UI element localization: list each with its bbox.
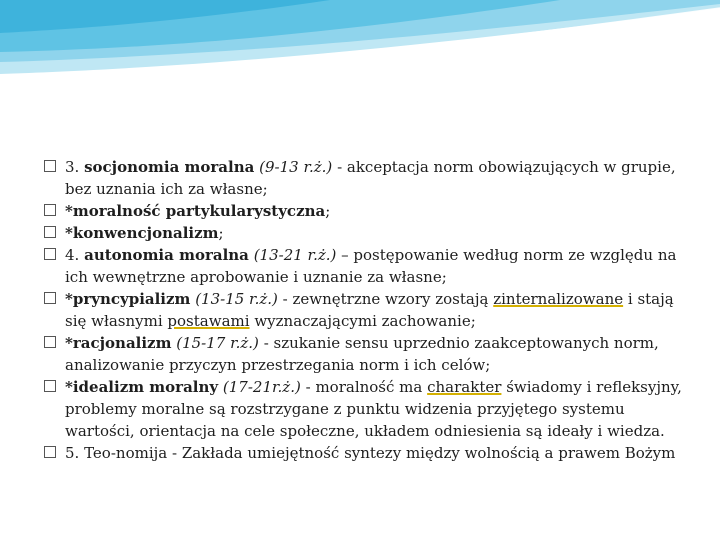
link-zinternalizowane[interactable]: zinternalizowane <box>493 290 624 308</box>
list-item <box>44 332 688 376</box>
list-item <box>44 442 688 464</box>
decorative-header-waves <box>0 0 720 90</box>
description: - zewnętrzne wzory zostają <box>282 290 489 308</box>
term: socjonomia moralna <box>84 158 255 176</box>
item-number: 3. <box>65 158 80 176</box>
description: Teo-nomija - Zakłada umiejętność syntezy między wolnością a prawem Bożym <box>84 444 676 462</box>
list-item <box>44 288 688 332</box>
description: ; <box>218 224 224 242</box>
empty-box-icon <box>44 292 56 304</box>
list-item <box>44 222 688 244</box>
description: świadomy i refleksyjny, problemy moralne są rozstrzygane z punktu widzenia przyjętego systemu wartości, orientacja na cele społeczne, układem odniesienia są ideały i wiedza. <box>65 378 682 440</box>
item-number: 5. <box>65 444 80 462</box>
description: - szukanie sensu uprzednio zaakceptowanych norm, analizowanie przyczyn przestrzegania norm i ich celów; <box>65 334 659 374</box>
link-charakter[interactable]: charakter <box>427 378 502 396</box>
term: *racjonalizm <box>65 334 172 352</box>
description: - moralność ma <box>305 378 423 396</box>
list-item <box>44 244 688 288</box>
age-range: (13-21 r.ż.) <box>253 246 337 264</box>
description: - akceptacja norm obowiązujących w grupie, bez uznania ich za własne; <box>65 158 676 198</box>
term: *moralność partykularystyczna <box>65 202 326 220</box>
empty-box-icon <box>44 248 56 260</box>
bullet-list <box>44 156 688 464</box>
age-range: (17-21r.ż.) <box>222 378 301 396</box>
empty-box-icon <box>44 160 56 172</box>
empty-box-icon <box>44 380 56 392</box>
term: autonomia moralna <box>84 246 249 264</box>
description: – postępowanie według norm ze względu na ich wewnętrzne aprobowanie i uznanie za własne; <box>65 246 677 286</box>
link-postawami[interactable]: postawami <box>167 312 250 330</box>
list-item <box>44 156 688 200</box>
empty-box-icon <box>44 226 56 238</box>
term: *idealizm moralny <box>65 378 219 396</box>
description: ; <box>325 202 331 220</box>
age-range: (15-17 r.ż.) <box>176 334 259 352</box>
empty-box-icon <box>44 204 56 216</box>
list-item <box>44 200 688 222</box>
term: *konwencjonalizm <box>65 224 219 242</box>
term: *pryncypializm <box>65 290 191 308</box>
item-number: 4. <box>65 246 80 264</box>
age-range: (9-13 r.ż.) <box>259 158 333 176</box>
empty-box-icon <box>44 446 56 458</box>
list-item <box>44 376 688 442</box>
age-range: (13-15 r.ż.) <box>195 290 278 308</box>
description: i stają się własnymi <box>65 290 674 330</box>
description: wyznaczającymi zachowanie; <box>254 312 476 330</box>
empty-box-icon <box>44 336 56 348</box>
